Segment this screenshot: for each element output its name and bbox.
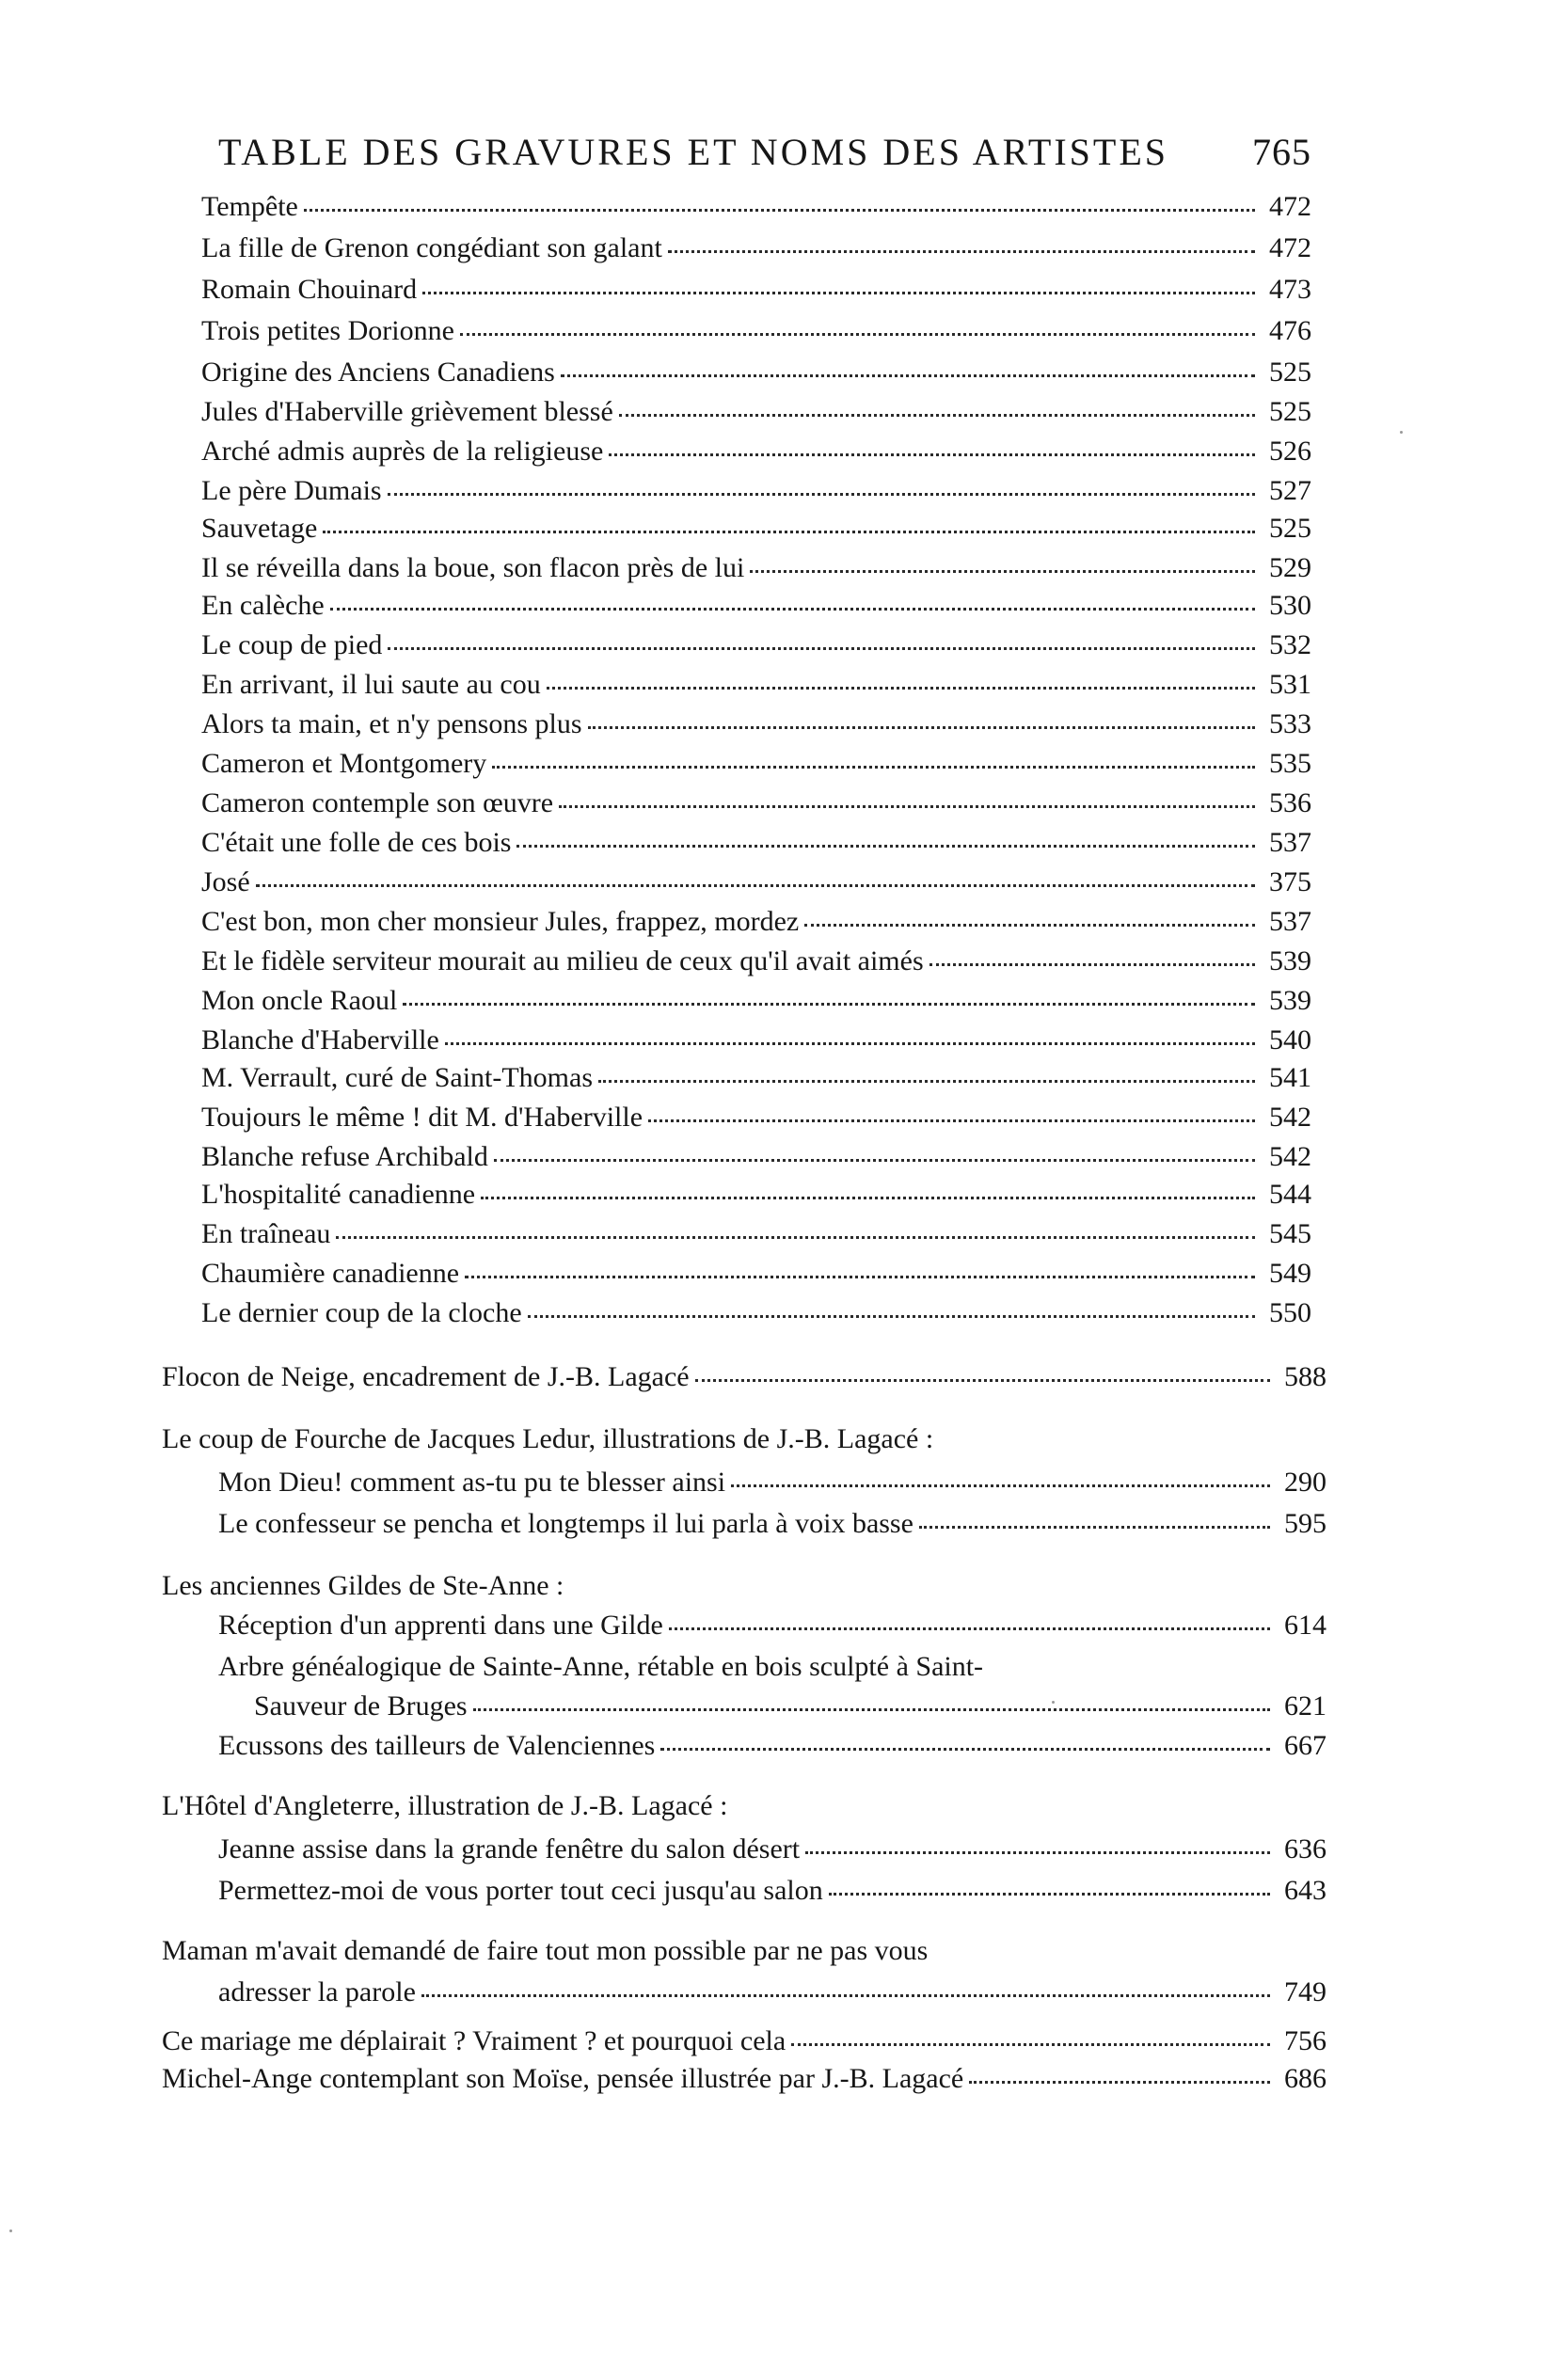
table-row xyxy=(201,393,1311,431)
entry-title: Tempête xyxy=(201,191,298,222)
entry-title: Sauveur de Bruges xyxy=(254,1690,468,1722)
entry-title: Trois petites Dorionne xyxy=(201,315,454,346)
table-row xyxy=(201,587,1311,625)
table-row xyxy=(162,1420,1327,1458)
dot-leader xyxy=(336,1236,1255,1239)
table-row xyxy=(218,1831,1327,1868)
table-row xyxy=(201,1294,1311,1332)
entry-page-number: 749 xyxy=(1284,1976,1327,2007)
entry-title: Le dernier coup de la cloche xyxy=(201,1297,522,1328)
entry-title: C'est bon, mon cher monsieur Jules, frappez, mordez xyxy=(201,906,800,937)
entry-title: Flocon de Neige, encadrement de J.-B. Lagacé xyxy=(162,1361,690,1392)
entry-page-number: 531 xyxy=(1269,669,1311,700)
entry-page-number: 643 xyxy=(1284,1875,1327,1906)
entry-page-number: 541 xyxy=(1269,1062,1311,1093)
entry-page-number: 636 xyxy=(1284,1833,1327,1864)
table-row xyxy=(201,1176,1311,1214)
entry-title: Chaumière canadienne xyxy=(201,1258,460,1289)
dot-leader xyxy=(929,963,1255,966)
table-row xyxy=(201,472,1311,510)
dot-leader xyxy=(323,531,1255,533)
dot-leader xyxy=(388,493,1255,496)
entry-page-number: 542 xyxy=(1269,1141,1311,1172)
table-row xyxy=(218,1505,1327,1543)
entry-title: Toujours le même ! dit M. d'Haberville xyxy=(201,1102,643,1133)
entry-title: Le coup de Fourche de Jacques Ledur, illustrations de J.-B. Lagacé : xyxy=(162,1423,934,1454)
dot-leader xyxy=(561,374,1255,377)
table-row xyxy=(201,864,1311,901)
dot-leader xyxy=(750,570,1255,573)
entry-title: Le coup de pied xyxy=(201,629,383,660)
entry-page-number: 667 xyxy=(1284,1730,1327,1761)
table-row xyxy=(201,271,1311,309)
entry-page-number: 614 xyxy=(1284,1610,1327,1641)
dot-leader xyxy=(805,1851,1270,1854)
table-row xyxy=(218,1727,1327,1765)
entry-page-number: 290 xyxy=(1284,1467,1327,1498)
entry-page-number: 537 xyxy=(1269,827,1311,858)
table-row xyxy=(201,1099,1311,1136)
entry-page-number: 545 xyxy=(1269,1218,1311,1249)
dot-leader xyxy=(528,1315,1255,1318)
entry-title: L'Hôtel d'Angleterre, illustration de J.-B. Lagacé : xyxy=(162,1790,728,1821)
dot-leader xyxy=(473,1708,1270,1711)
running-header xyxy=(218,130,1311,174)
table-row xyxy=(201,312,1311,350)
entry-title: Ecussons des tailleurs de Valenciennes xyxy=(218,1730,656,1761)
entry-title: Le confesseur se pencha et longtemps il lui parla à voix basse xyxy=(218,1508,913,1539)
entry-title: Permettez-moi de vous porter tout ceci jusqu'au salon xyxy=(218,1875,823,1906)
table-row xyxy=(201,1138,1311,1176)
table-row xyxy=(201,706,1311,743)
entry-page-number: 756 xyxy=(1284,2025,1327,2056)
dot-leader xyxy=(516,845,1255,848)
entry-page-number: 539 xyxy=(1269,985,1311,1016)
entry-page-number: 530 xyxy=(1269,590,1311,621)
scan-speck xyxy=(9,2229,12,2232)
table-row xyxy=(162,1787,1327,1825)
entry-title: En calèche xyxy=(201,590,325,621)
entry-title: Et le fidèle serviteur mourait au milieu de ceux qu'il avait aimés xyxy=(201,945,924,976)
entry-page-number: 542 xyxy=(1269,1102,1311,1133)
dot-leader xyxy=(660,1748,1270,1751)
entry-page-number: 544 xyxy=(1269,1179,1311,1210)
table-row xyxy=(201,230,1311,267)
entry-title: Ce mariage me déplairait ? Vraiment ? et pourquoi cela xyxy=(162,2025,786,2056)
dot-leader xyxy=(588,726,1255,729)
entry-title: Origine des Anciens Canadiens xyxy=(201,357,555,388)
entry-page-number: 525 xyxy=(1269,396,1311,427)
entry-title: Le père Dumais xyxy=(201,475,382,506)
entry-page-number: 529 xyxy=(1269,552,1311,583)
dot-leader xyxy=(969,2081,1270,2084)
table-row xyxy=(218,1648,1327,1686)
entry-title: En arrivant, il lui saute au cou xyxy=(201,669,541,700)
entry-page-number: 532 xyxy=(1269,629,1311,660)
entry-page-number: 539 xyxy=(1269,945,1311,976)
entry-title: C'était une folle de ces bois xyxy=(201,827,512,858)
header-page-number: 765 xyxy=(1252,131,1311,173)
entry-title: adresser la parole xyxy=(218,1976,416,2007)
entry-page-number: 476 xyxy=(1269,315,1311,346)
table-row xyxy=(162,2060,1327,2098)
table-row xyxy=(201,982,1311,1020)
entry-page-number: 472 xyxy=(1269,191,1311,222)
dot-leader xyxy=(668,250,1255,253)
table-row xyxy=(218,1974,1327,2011)
entry-title: Arbre généalogique de Sainte-Anne, rétable en bois sculpté à Saint- xyxy=(218,1651,984,1682)
entry-page-number: 549 xyxy=(1269,1258,1311,1289)
entry-title: Les anciennes Gildes de Ste-Anne : xyxy=(162,1570,564,1601)
entry-page-number: 526 xyxy=(1269,436,1311,467)
entry-title: Alors ta main, et n'y pensons plus xyxy=(201,708,582,739)
entry-page-number: 375 xyxy=(1269,866,1311,897)
dot-leader xyxy=(669,1627,1270,1630)
dot-leader xyxy=(256,884,1255,887)
dot-leader xyxy=(388,647,1255,650)
entry-page-number: 525 xyxy=(1269,513,1311,544)
entry-title: Arché admis auprès de la religieuse xyxy=(201,436,604,467)
dot-leader xyxy=(481,1197,1255,1199)
dot-leader xyxy=(731,1484,1270,1487)
entry-page-number: 540 xyxy=(1269,1024,1311,1055)
table-row xyxy=(201,188,1311,226)
entry-page-number: 537 xyxy=(1269,906,1311,937)
table-row xyxy=(201,824,1311,862)
entry-title: Romain Chouinard xyxy=(201,274,418,305)
dot-leader xyxy=(445,1042,1255,1045)
table-row xyxy=(201,1059,1311,1097)
table-row xyxy=(201,745,1311,783)
dot-leader xyxy=(547,687,1255,690)
dot-leader xyxy=(648,1119,1255,1122)
scan-speck xyxy=(1400,431,1403,434)
dot-leader xyxy=(791,2043,1270,2046)
dot-leader xyxy=(804,924,1255,927)
entry-title: Sauvetage xyxy=(201,513,318,544)
scan-speck xyxy=(1052,1701,1055,1704)
entry-title: José xyxy=(201,866,250,897)
entry-page-number: 472 xyxy=(1269,232,1311,263)
entry-page-number: 595 xyxy=(1284,1508,1327,1539)
table-row xyxy=(218,1872,1327,1910)
entry-page-number: 525 xyxy=(1269,357,1311,388)
entry-title: Blanche d'Haberville xyxy=(201,1024,439,1055)
entry-page-number: 536 xyxy=(1269,787,1311,818)
table-row xyxy=(201,666,1311,704)
entry-title: Maman m'avait demandé de faire tout mon possible par ne pas vous xyxy=(162,1935,929,1966)
table-row xyxy=(201,354,1311,391)
entry-title: Blanche refuse Archibald xyxy=(201,1141,488,1172)
entry-page-number: 686 xyxy=(1284,2063,1327,2094)
entry-title: En traîneau xyxy=(201,1218,331,1249)
entry-title: Mon Dieu! comment as-tu pu te blesser ainsi xyxy=(218,1467,726,1498)
entry-title: La fille de Grenon congédiant son galant xyxy=(201,232,662,263)
dot-leader xyxy=(465,1276,1255,1278)
entry-page-number: 527 xyxy=(1269,475,1311,506)
table-row xyxy=(201,549,1311,587)
dot-leader xyxy=(460,333,1255,336)
entry-title: Il se réveilla dans la boue, son flacon près de lui xyxy=(201,552,745,583)
dot-leader xyxy=(494,1159,1255,1162)
table-row xyxy=(162,1932,1327,1970)
entry-title: M. Verrault, curé de Saint-Thomas xyxy=(201,1062,594,1093)
entry-title: Réception d'un apprenti dans une Gilde xyxy=(218,1610,663,1641)
dot-leader xyxy=(919,1526,1270,1529)
table-row xyxy=(201,510,1311,547)
table-row xyxy=(254,1688,1327,1725)
dot-leader xyxy=(829,1893,1270,1896)
entry-page-number: 588 xyxy=(1284,1361,1327,1392)
table-row xyxy=(162,2023,1327,2060)
dot-leader xyxy=(559,805,1255,808)
dot-leader xyxy=(695,1379,1270,1382)
table-row xyxy=(162,1567,1327,1605)
table-row xyxy=(201,1215,1311,1253)
entry-page-number: 533 xyxy=(1269,708,1311,739)
table-row xyxy=(162,1358,1327,1396)
dot-leader xyxy=(304,209,1255,212)
entry-title: Cameron contemple son œuvre xyxy=(201,787,554,818)
entry-page-number: 535 xyxy=(1269,748,1311,779)
table-row xyxy=(218,1464,1327,1501)
table-row xyxy=(201,943,1311,980)
table-row xyxy=(201,627,1311,664)
entry-title: Cameron et Montgomery xyxy=(201,748,487,779)
dot-leader xyxy=(422,292,1255,294)
table-row xyxy=(218,1607,1327,1644)
entry-title: Mon oncle Raoul xyxy=(201,985,398,1016)
table-row xyxy=(201,1022,1311,1059)
entry-page-number: 621 xyxy=(1284,1690,1327,1722)
dot-leader xyxy=(421,1994,1270,1997)
dot-leader xyxy=(330,608,1255,611)
table-row xyxy=(201,903,1311,941)
table-row xyxy=(201,1255,1311,1293)
dot-leader xyxy=(598,1080,1255,1083)
entry-title: Michel-Ange contemplant son Moïse, pensée illustrée par J.-B. Lagacé xyxy=(162,2063,964,2094)
entry-page-number: 550 xyxy=(1269,1297,1311,1328)
table-row xyxy=(201,433,1311,470)
entry-title: Jules d'Haberville grièvement blessé xyxy=(201,396,613,427)
dot-leader xyxy=(609,453,1255,456)
entry-page-number: 473 xyxy=(1269,274,1311,305)
header-title: TABLE DES GRAVURES ET NOMS DES ARTISTES xyxy=(218,131,1169,173)
dot-leader xyxy=(492,766,1255,769)
dot-leader xyxy=(619,414,1255,417)
table-row xyxy=(201,785,1311,822)
entry-title: L'hospitalité canadienne xyxy=(201,1179,476,1210)
dot-leader xyxy=(403,1003,1255,1006)
entry-title: Jeanne assise dans la grande fenêtre du salon désert xyxy=(218,1833,801,1864)
